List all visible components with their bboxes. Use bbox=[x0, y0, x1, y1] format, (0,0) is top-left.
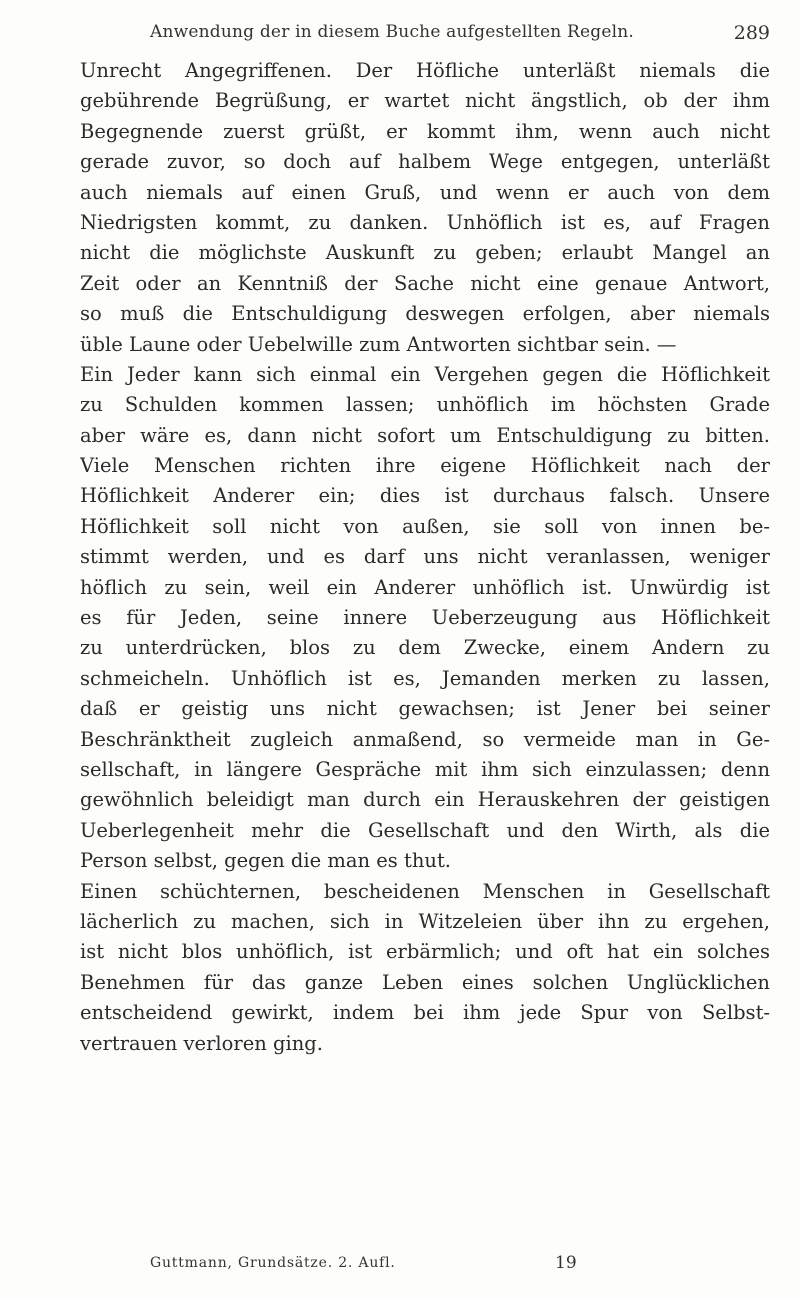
running-head bbox=[150, 22, 770, 46]
text-line: Beschränktheit zugleich anmaßend, so vermeide man in Ge- bbox=[80, 727, 770, 751]
text-line: üble Laune oder Uebelwille zum Antworten sichtbar sein. — bbox=[80, 332, 677, 356]
page-number: 289 bbox=[733, 22, 770, 44]
text-line: Viele Menschen richten ihre eigene Höflichkeit nach der bbox=[80, 454, 770, 478]
text-line: ist nicht blos unhöflich, ist erbärmlich; und oft hat ein solches bbox=[80, 940, 770, 964]
text-line: höflich zu sein, weil ein Anderer unhöflich ist. Unwürdig ist bbox=[80, 575, 770, 599]
text-line: es für Jeden, seine innere Ueberzeugung aus Höflichkeit bbox=[80, 606, 770, 630]
text-line: Unrecht Angegriffenen. Der Höfliche unterläßt niemals die bbox=[80, 59, 770, 82]
text-line: schmeicheln. Unhöflich ist es, Jemanden merken zu lassen, bbox=[80, 666, 770, 690]
text-line: Höflichkeit soll nicht von außen, sie soll von innen be- bbox=[80, 514, 770, 538]
text-line: gewöhnlich beleidigt man durch ein Herauskehren der geistigen bbox=[80, 788, 770, 812]
text-line: gerade zuvor, so doch auf halbem Wege entgegen, unterläßt bbox=[80, 150, 770, 174]
text-line: Ein Jeder kann sich einmal ein Vergehen gegen die Höflichkeit bbox=[80, 362, 770, 386]
text-line: Einen schüchternen, bescheidenen Menschen in Gesellschaft bbox=[80, 879, 770, 903]
text-line: vertrauen verloren ging. bbox=[80, 1031, 323, 1055]
text-line: sellschaft, in längere Gespräche mit ihm sich einzulassen; denn bbox=[80, 757, 770, 781]
page-footer bbox=[150, 1255, 770, 1279]
text-line: zu Schulden kommen lassen; unhöflich im höchsten Grade bbox=[80, 393, 770, 417]
text-line: so muß die Entschuldigung deswegen erfolgen, aber niemals bbox=[80, 302, 770, 326]
text-line: Niedrigsten kommt, zu danken. Unhöflich ist es, auf Fragen bbox=[80, 210, 770, 234]
running-title: Anwendung der in diesem Buche aufgestellten Regeln. bbox=[150, 22, 635, 42]
text-line: Person selbst, gegen die man es thut. bbox=[80, 849, 451, 873]
text-line: nicht die möglichste Auskunft zu geben; erlaubt Mangel an bbox=[80, 241, 770, 265]
text-line: auch niemals auf einen Gruß, und wenn er auch von dem bbox=[80, 180, 770, 204]
text-line: entscheidend gewirkt, indem bei ihm jede Spur von Selbst- bbox=[80, 1001, 770, 1025]
text-line: zu unterdrücken, blos zu dem Zwecke, einem Andern zu bbox=[80, 636, 770, 660]
text-line: Begegnende zuerst grüßt, er kommt ihm, wenn auch nicht bbox=[80, 119, 770, 143]
printer-signature: Guttmann, Grundsätze. 2. Aufl. bbox=[150, 1255, 396, 1271]
text-line: daß er geistig uns nicht gewachsen; ist Jener bei seiner bbox=[80, 697, 770, 721]
text-line: Zeit oder an Kenntniß der Sache nicht eine genaue Antwort, bbox=[80, 271, 770, 295]
text-line: Ueberlegenheit mehr die Gesellschaft und den Wirth, als die bbox=[80, 818, 770, 842]
text-line: stimmt werden, und es darf uns nicht veranlassen, weniger bbox=[80, 545, 770, 569]
text-line: gebührende Begrüßung, er wartet nicht ängstlich, ob der ihm bbox=[80, 89, 770, 113]
sheet-number: 19 bbox=[555, 1253, 577, 1273]
body-text bbox=[80, 56, 770, 1059]
text-line: aber wäre es, dann nicht sofort um Entschuldigung zu bitten. bbox=[80, 423, 770, 447]
text-line: Höflichkeit Anderer ein; dies ist durchaus falsch. Unsere bbox=[80, 484, 770, 508]
text-line: lächerlich zu machen, sich in Witzeleien über ihn zu ergehen, bbox=[80, 909, 770, 933]
text-line: Benehmen für das ganze Leben eines solchen Unglücklichen bbox=[80, 970, 770, 994]
